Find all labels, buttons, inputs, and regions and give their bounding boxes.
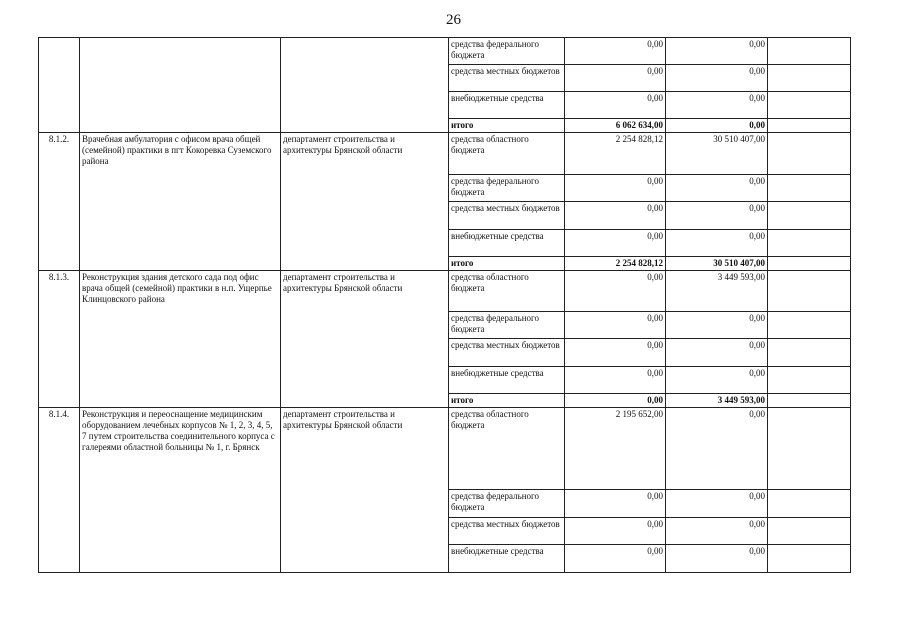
amount-1: 0,00 [565,312,666,339]
empty-cell [768,202,851,230]
amount-2: 3 449 593,00 [666,394,768,408]
funding-source: средства областного бюджета [449,271,565,312]
total-label: итого [449,257,565,271]
item-name: Реконструкция и переоснащение медицинским оборудованием лечебных корпусов № 1, 2, 3, 4, 5, 7 путем строительства соединительного корпуса с галереями областной больницы № 1, г. Брянск [80,408,281,573]
funding-source: средства местных бюджетов [449,202,565,230]
amount-2: 0,00 [666,518,768,545]
empty-cell [768,271,851,312]
funding-source: средства областного бюджета [449,408,565,490]
amount-1: 6 062 634,00 [565,119,666,133]
empty-cell [768,92,851,119]
amount-1: 2 254 828,12 [565,133,666,175]
amount-1: 0,00 [565,230,666,257]
item-executor [281,38,449,133]
item-name [80,38,281,133]
empty-cell [768,119,851,133]
funding-row [39,133,851,175]
amount-1: 0,00 [565,339,666,367]
amount-2: 0,00 [666,408,768,490]
amount-2: 0,00 [666,92,768,119]
empty-cell [768,518,851,545]
empty-cell [768,257,851,271]
amount-2: 0,00 [666,38,768,65]
amount-1: 0,00 [565,38,666,65]
amount-2: 30 510 407,00 [666,133,768,175]
funding-source: средства областного бюджета [449,133,565,175]
empty-cell [768,133,851,175]
amount-1: 0,00 [565,92,666,119]
funding-row [39,408,851,490]
funding-source: внебюджетные средства [449,92,565,119]
amount-2: 0,00 [666,367,768,394]
budget-table-body [39,38,851,573]
amount-2: 30 510 407,00 [666,257,768,271]
funding-row [39,38,851,65]
empty-cell [768,545,851,573]
item-name: Врачебная амбулатория с офисом врача общей (семейной) практики в пгт Кокоревка Суземского района [80,133,281,271]
amount-1: 0,00 [565,394,666,408]
item-code: 8.1.3. [39,271,80,408]
item-executor: департамент строительства и архитектуры Брянской области [281,133,449,271]
amount-2: 0,00 [666,175,768,202]
amount-1: 0,00 [565,367,666,394]
amount-1: 0,00 [565,518,666,545]
empty-cell [768,490,851,518]
funding-source: средства федерального бюджета [449,312,565,339]
funding-row [39,271,851,312]
amount-2: 0,00 [666,65,768,92]
empty-cell [768,65,851,92]
funding-source: средства местных бюджетов [449,339,565,367]
amount-2: 0,00 [666,230,768,257]
amount-1: 2 254 828,12 [565,257,666,271]
amount-2: 0,00 [666,119,768,133]
amount-2: 0,00 [666,490,768,518]
amount-1: 2 195 652,00 [565,408,666,490]
empty-cell [768,408,851,490]
total-label: итого [449,119,565,133]
empty-cell [768,312,851,339]
empty-cell [768,394,851,408]
funding-source: средства федерального бюджета [449,175,565,202]
funding-source: внебюджетные средства [449,545,565,573]
total-label: итого [449,394,565,408]
empty-cell [768,175,851,202]
empty-cell [768,230,851,257]
funding-source: средства местных бюджетов [449,65,565,92]
funding-source: средства федерального бюджета [449,38,565,65]
funding-source: средства федерального бюджета [449,490,565,518]
item-name: Реконструкция здания детского сада под офис врача общей (семейной) практики в н.п. Ущерпье Клинцовского района [80,271,281,408]
funding-source: внебюджетные средства [449,230,565,257]
item-code: 8.1.4. [39,408,80,573]
item-executor: департамент строительства и архитектуры Брянской области [281,408,449,573]
amount-2: 0,00 [666,202,768,230]
amount-2: 0,00 [666,545,768,573]
amount-2: 0,00 [666,339,768,367]
funding-source: внебюджетные средства [449,367,565,394]
amount-1: 0,00 [565,490,666,518]
budget-table [38,37,851,573]
empty-cell [768,38,851,65]
item-code: 8.1.2. [39,133,80,271]
amount-1: 0,00 [565,545,666,573]
amount-1: 0,00 [565,271,666,312]
empty-cell [768,367,851,394]
funding-source: средства местных бюджетов [449,518,565,545]
item-executor: департамент строительства и архитектуры Брянской области [281,271,449,408]
page-number: 26 [446,12,461,28]
amount-2: 0,00 [666,312,768,339]
item-code [39,38,80,133]
amount-1: 0,00 [565,175,666,202]
amount-1: 0,00 [565,65,666,92]
amount-1: 0,00 [565,202,666,230]
empty-cell [768,339,851,367]
amount-2: 3 449 593,00 [666,271,768,312]
